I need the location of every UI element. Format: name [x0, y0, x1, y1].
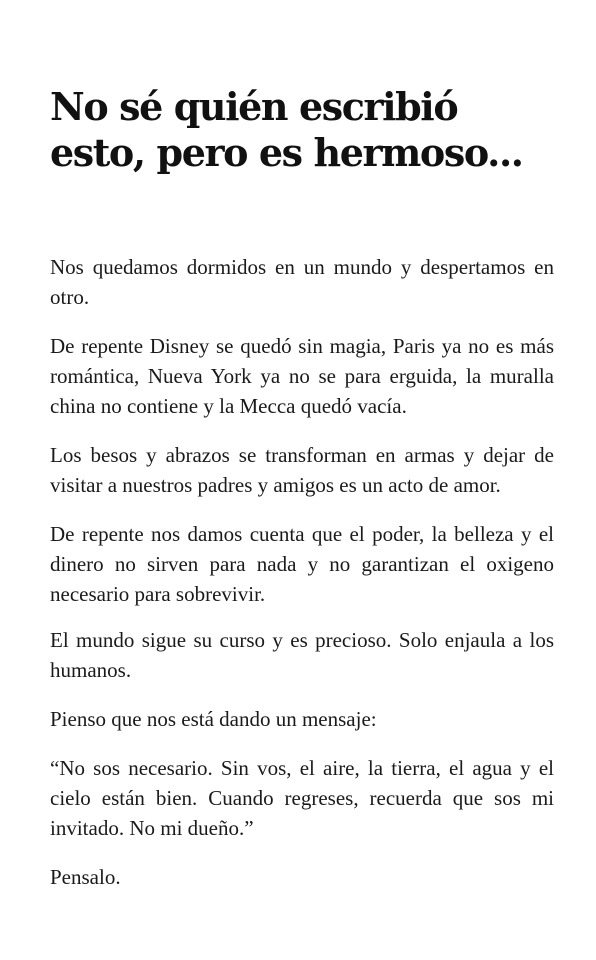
paragraph-6: Pienso que nos está dando un mensaje:: [50, 707, 377, 731]
paragraph-5: El mundo sigue su curso y es precioso. Solo enjaula a los humanos.: [50, 628, 554, 682]
paragraph-7-quote: “No sos necesario. Sin vos, el aire, la tierra, el agua y el cielo están bien. Cuando regreses, recuerda que sos mi invitado. No mi dueño.”: [50, 756, 554, 840]
paragraph-3: Los besos y abrazos se transforman en armas y dejar de visitar a nuestros padres y amigos es un acto de amor.: [50, 443, 554, 497]
paragraph-8: Pensalo.: [50, 865, 121, 889]
paragraph-1: Nos quedamos dormidos en un mundo y despertamos en otro.: [50, 255, 554, 309]
page-title: [50, 84, 554, 176]
title-line-2: esto, pero es hermoso...: [50, 130, 523, 175]
paragraph-4: De repente nos damos cuenta que el poder, la belleza y el dinero no sirven para nada y no garantizan el oxigeno necesario para sobrevivir.: [50, 522, 554, 606]
title-line-1: No sé quién escribió: [50, 84, 458, 129]
paragraph-2: De repente Disney se quedó sin magia, Paris ya no es más romántica, Nueva York ya no se para erguida, la muralla china no contiene y la Mecca quedó vacía.: [50, 334, 554, 418]
body-text: [50, 252, 554, 892]
